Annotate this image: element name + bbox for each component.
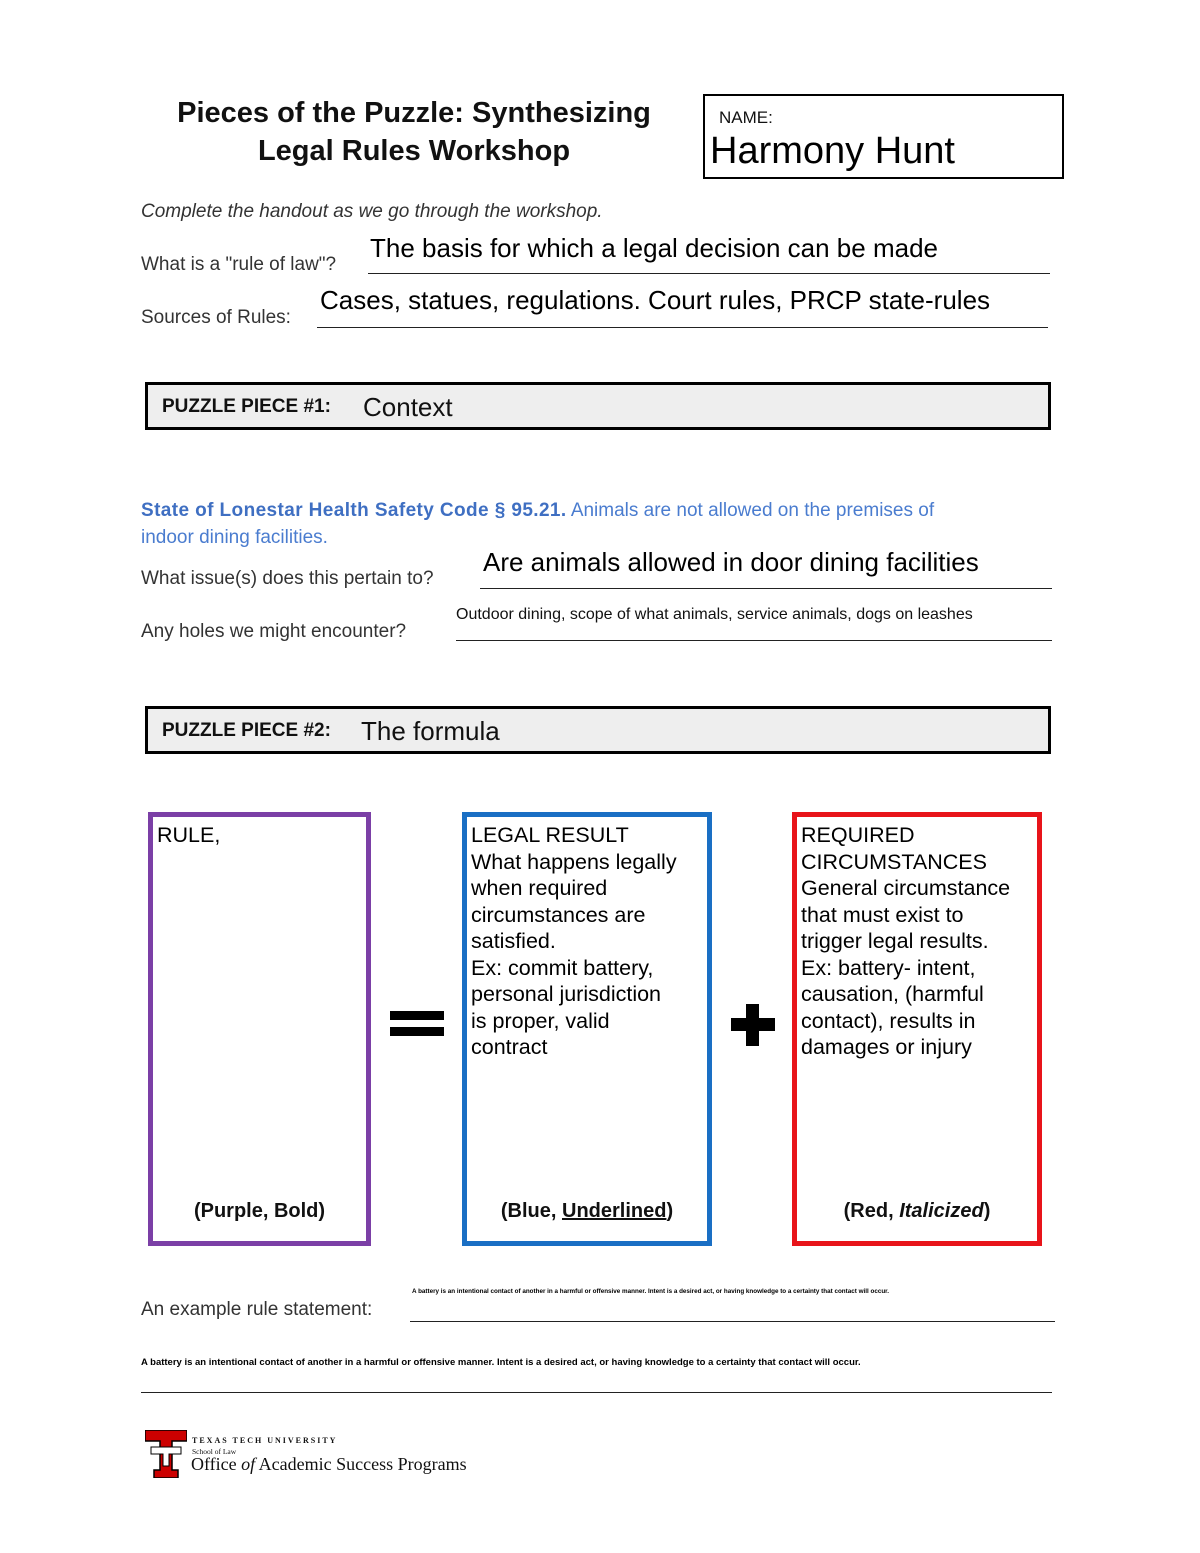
office-name: Office of Academic Success Programs — [191, 1454, 467, 1474]
puzzle-piece-2-label: PUZZLE PIECE #2: — [162, 720, 331, 741]
statute-title: State of Lonestar Health Safety Code § 95.21. — [141, 500, 567, 521]
holes-answer[interactable]: Outdoor dining, scope of what animals, service animals, dogs on leashes — [456, 606, 973, 623]
rule-of-law-line — [368, 273, 1050, 274]
name-label: NAME: — [719, 108, 773, 127]
plus-icon — [731, 1004, 775, 1046]
equals-icon-bar-bottom — [390, 1027, 444, 1036]
legal-result-box — [462, 812, 712, 1246]
rule-box — [148, 812, 371, 1246]
sources-line — [317, 327, 1048, 328]
rule-of-law-answer[interactable]: The basis for which a legal decision can be made — [370, 233, 938, 263]
double-t-logo-icon — [145, 1430, 187, 1478]
sources-label: Sources of Rules: — [141, 307, 291, 328]
rule-box-text: RULE, — [157, 823, 221, 847]
title-line-1: Pieces of the Puzzle: Synthesizing — [177, 97, 651, 129]
puzzle-piece-1-label: PUZZLE PIECE #1: — [162, 396, 331, 417]
school-name: School of Law — [192, 1447, 237, 1456]
sources-answer[interactable]: Cases, statues, regulations. Court rules, PRCP state-rules — [320, 285, 991, 315]
rule-of-law-label: What is a "rule of law"? — [141, 254, 337, 275]
equals-icon-bar-top — [390, 1011, 444, 1020]
puzzle-piece-1-header — [145, 382, 1051, 430]
puzzle-piece-2-value[interactable]: The formula — [361, 716, 500, 746]
puzzle-piece-1-value[interactable]: Context — [363, 392, 453, 422]
rule-box-caption: (Purple, Bold) — [193, 1200, 326, 1222]
example-answer-2[interactable]: A battery is an intentional contact of another in a harmful or offensive manner. Intent is a desired act, or having knowledge to a certainty that contact will occur. — [141, 1357, 861, 1368]
required-circumstances-box — [792, 812, 1042, 1246]
university-name: TEXAS TECH UNIVERSITY — [192, 1436, 338, 1445]
name-field[interactable]: Harmony Hunt — [710, 130, 955, 172]
example-label: An example rule statement: — [141, 1299, 373, 1320]
title-line-2: Legal Rules Workshop — [257, 135, 571, 167]
example-line-2 — [141, 1392, 1052, 1393]
statute-body-b: indoor dining facilities. — [141, 527, 328, 548]
puzzle-piece-2-header — [145, 706, 1051, 754]
holes-label: Any holes we might encounter? — [141, 621, 407, 642]
required-circumstances-caption: (Red, Italicized) — [843, 1200, 991, 1222]
issue-line — [480, 588, 1052, 589]
instructions: Complete the handout as we go through the workshop. — [141, 201, 603, 222]
example-small-answer[interactable]: A battery is an intentional contact of another in a harmful or offensive manner. Intent is a desired act, or having knowledge to a certainty that contact will occur. — [412, 1288, 890, 1295]
holes-line — [456, 640, 1052, 641]
issue-answer[interactable]: Are animals allowed in door dining facilities — [483, 547, 979, 577]
example-line-1 — [410, 1321, 1055, 1322]
statute-body-a: Animals are not allowed on the premises of — [570, 500, 935, 521]
legal-result-caption: (Blue, Underlined) — [500, 1200, 674, 1222]
statute-text — [141, 497, 1041, 551]
required-circumstances-text: REQUIRED CIRCUMSTANCES General circumstance that must exist to trigger legal results. Ex: battery- intent, causation, (harmful contact), results in damages or injury — [801, 823, 1011, 1059]
page-title — [140, 94, 688, 170]
issue-label: What issue(s) does this pertain to? — [141, 568, 434, 589]
name-box — [703, 94, 1064, 179]
legal-result-text: LEGAL RESULT What happens legally when required circumstances are satisfied. Ex: commit battery, personal jurisdiction is proper, valid contract — [471, 823, 677, 1059]
